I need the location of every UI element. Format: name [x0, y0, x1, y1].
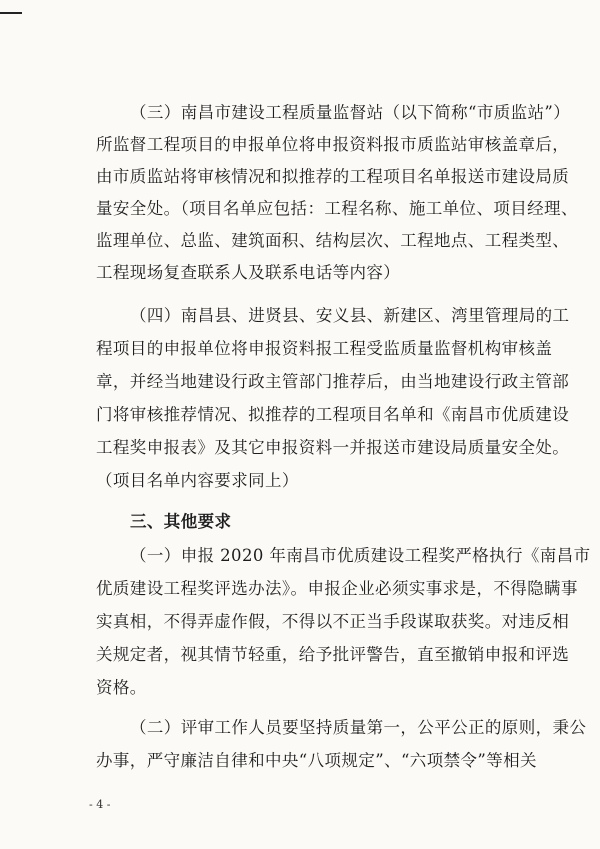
paragraph-line: 由市质监站将审核情况和拟推荐的工程项目名单报送市建设局质: [96, 167, 570, 186]
paragraph-line: 优质建设工程奖评选办法》。申报企业必须实事求是，不得隐瞒事: [96, 579, 578, 598]
paragraph-line: （一）申报 2020 年南昌市优质建设工程奖严格执行《南昌市: [130, 546, 591, 565]
paragraph-line: （四）南昌县、进贤县、安义县、新建区、湾里管理局的工: [130, 306, 570, 325]
paragraph-line: 监理单位、总监、建筑面积、结构层次、工程地点、工程类型、: [96, 231, 570, 250]
paragraph-line: （项目名单内容要求同上）: [96, 471, 299, 490]
paragraph-line: 章，并经当地建设行政主管部门推荐后，由当地建设行政主管部: [96, 372, 570, 391]
section-heading: 三、其他要求: [130, 512, 232, 531]
paragraph-line: 办事，严守廉洁自律和中央“八项规定”、“六项禁令”等相关: [96, 751, 537, 770]
paragraph-line: 工程奖申报表》及其它申报资料一并报送市建设局质量安全处。: [96, 438, 570, 457]
paragraph-line: （二）评审工作人员要坚持质量第一，公平公正的原则，秉公: [130, 718, 587, 737]
paragraph-line: （三）南昌市建设工程质量监督站（以下简称“市质监站”）: [130, 103, 571, 122]
paragraph-line: 资格。: [96, 678, 147, 697]
paragraph-line: 程项目的申报单位将申报资料报工程受监质量监督机构审核盖: [96, 339, 553, 358]
paragraph-line: 量安全处。（项目名单应包括：工程名称、施工单位、项目经理、: [96, 199, 578, 218]
page-number: - 4 -: [89, 798, 111, 811]
paragraph-line: 所监督工程项目的申报单位将申报资料报市质监站审核盖章后，: [96, 135, 570, 154]
paragraph-line: 关规定者，视其情节轻重，给予批评警告，直至撤销申报和评选: [96, 645, 570, 664]
paragraph-line: 工程现场复查联系人及联系电话等内容）: [96, 263, 401, 282]
paragraph-line: 实真相，不得弄虚作假，不得以不正当手段谋取获奖。对违反相: [96, 612, 570, 631]
paragraph-line: 门将审核推荐情况、拟推荐的工程项目名单和《南昌市优质建设: [96, 405, 570, 424]
